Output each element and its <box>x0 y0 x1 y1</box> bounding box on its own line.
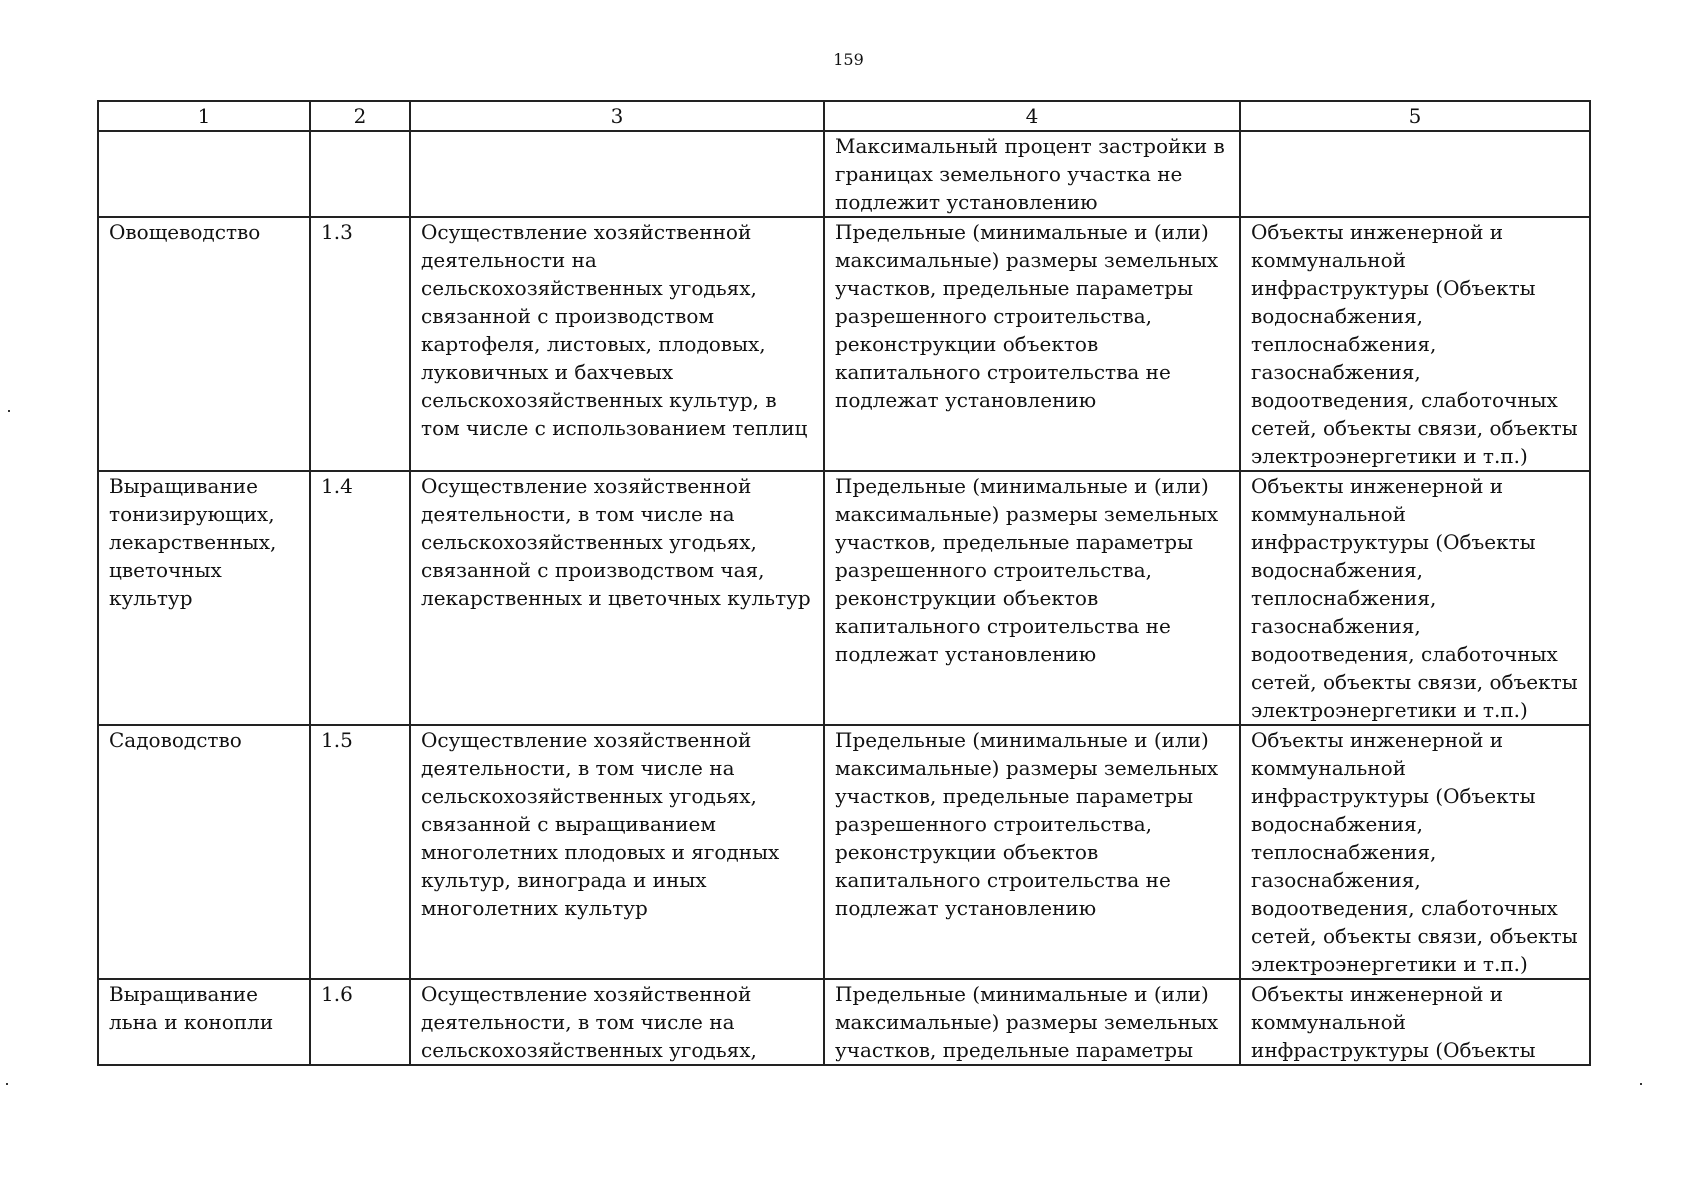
auxiliary-objects: Объекты инженерной и коммунальной инфраструктуры (Объекты водоснабжения, теплоснабжения, газоснабжения, водоотведения, слаботочных сетей, объекты связи, объекты электроэнергетики и т.п.) <box>1251 728 1578 976</box>
table-row <box>98 725 1590 979</box>
use-description: Осуществление хозяйственной деятельности на сельскохозяйственных угодьях, связанной с производством картофеля, листовых, плодовых, луковичных и бахчевых сельскохозяйственных культур, в том числе с использованием теплиц <box>421 220 808 440</box>
table-header-row <box>98 101 1590 131</box>
building-parameters-cell <box>824 471 1240 725</box>
auxiliary-objects: Объекты инженерной и коммунальной инфраструктуры (Объекты водоснабжения, теплоснабжения, газоснабжения, водоотведения, слаботочных сетей, объекты связи, объекты электроэнергетики и т.п.) <box>1251 220 1578 468</box>
use-code: 1.4 <box>321 474 353 498</box>
table-row <box>98 979 1590 1065</box>
auxiliary-objects-cell <box>1240 471 1590 725</box>
use-description-cell <box>410 217 824 471</box>
column-number-4: 4 <box>824 101 1240 131</box>
auxiliary-objects-cell <box>1240 979 1590 1065</box>
use-description: Осуществление хозяйственной деятельности, в том числе на сельскохозяйственных угодьях, <box>421 982 757 1062</box>
auxiliary-objects: Объекты инженерной и коммунальной инфраструктуры (Объекты водоснабжения, теплоснабжения, газоснабжения, водоотведения, слаботочных сетей, объекты связи, объекты электроэнергетики и т.п.) <box>1251 474 1578 722</box>
auxiliary-objects-cell <box>1240 131 1590 217</box>
use-name: Овощеводство <box>109 220 261 244</box>
use-code: 1.3 <box>321 220 353 244</box>
auxiliary-objects-cell <box>1240 217 1590 471</box>
use-name: Выращивание льна и конопли <box>109 982 274 1034</box>
land-use-table <box>97 100 1591 1066</box>
column-number-3: 3 <box>410 101 824 131</box>
use-description: Осуществление хозяйственной деятельности, в том числе на сельскохозяйственных угодьях, связанной с производством чая, лекарственных и цветочных культур <box>421 474 811 610</box>
building-parameters: Максимальный процент застройки в границах земельного участка не подлежит установлению <box>835 134 1225 214</box>
table-row <box>98 131 1590 217</box>
scan-speck <box>8 410 10 412</box>
use-name: Выращивание тонизирующих, лекарственных, цветочных культур <box>109 474 277 610</box>
use-name-cell <box>98 471 310 725</box>
building-parameters-cell <box>824 217 1240 471</box>
use-description-cell <box>410 131 824 217</box>
use-code-cell <box>310 471 410 725</box>
use-name-cell <box>98 725 310 979</box>
use-code: 1.6 <box>321 982 353 1006</box>
use-name: Садоводство <box>109 728 242 752</box>
column-number-5: 5 <box>1240 101 1590 131</box>
use-code-cell <box>310 131 410 217</box>
building-parameters: Предельные (минимальные и (или) максимальные) размеры земельных участков, предельные параметры разрешенного строительства, реконструкции объектов капитального строительства не подлежат установлению <box>835 728 1219 920</box>
use-description-cell <box>410 725 824 979</box>
building-parameters-cell <box>824 979 1240 1065</box>
auxiliary-objects: Объекты инженерной и коммунальной инфраструктуры (Объекты <box>1251 982 1536 1062</box>
use-name-cell <box>98 979 310 1065</box>
use-name-cell <box>98 217 310 471</box>
building-parameters: Предельные (минимальные и (или) максимальные) размеры земельных участков, предельные параметры <box>835 982 1219 1062</box>
use-code-cell <box>310 217 410 471</box>
scan-speck <box>1640 1083 1642 1085</box>
table-row <box>98 471 1590 725</box>
use-code: 1.5 <box>321 728 353 752</box>
building-parameters: Предельные (минимальные и (или) максимальные) размеры земельных участков, предельные параметры разрешенного строительства, реконструкции объектов капитального строительства не подлежат установлению <box>835 474 1219 666</box>
use-description-cell <box>410 979 824 1065</box>
use-name-cell <box>98 131 310 217</box>
use-description-cell <box>410 471 824 725</box>
building-parameters-cell <box>824 131 1240 217</box>
use-code-cell <box>310 725 410 979</box>
table-row <box>98 217 1590 471</box>
building-parameters-cell <box>824 725 1240 979</box>
page-number: 159 <box>833 50 864 69</box>
scan-speck <box>6 1083 8 1085</box>
auxiliary-objects-cell <box>1240 725 1590 979</box>
building-parameters: Предельные (минимальные и (или) максимальные) размеры земельных участков, предельные параметры разрешенного строительства, реконструкции объектов капитального строительства не подлежат установлению <box>835 220 1219 412</box>
use-code-cell <box>310 979 410 1065</box>
use-description: Осуществление хозяйственной деятельности, в том числе на сельскохозяйственных угодьях, связанной с выращиванием многолетних плодовых и ягодных культур, винограда и иных многолетних культур <box>421 728 780 920</box>
column-number-2: 2 <box>310 101 410 131</box>
column-number-1: 1 <box>98 101 310 131</box>
